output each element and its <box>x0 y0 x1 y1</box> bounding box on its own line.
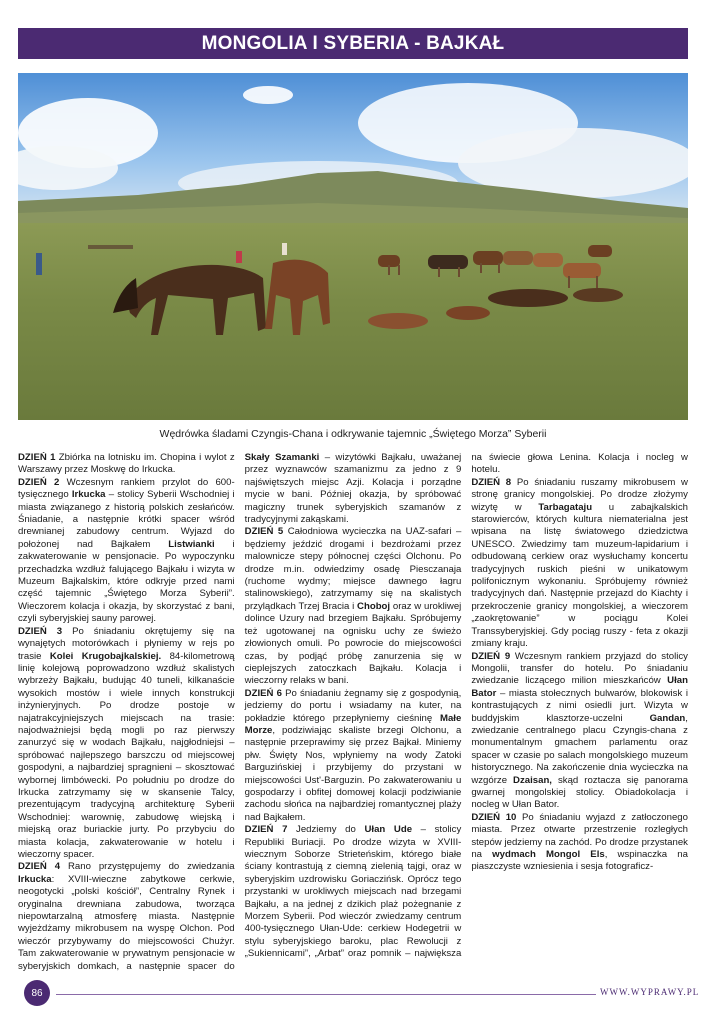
day-text: u zabajkalskich starowierców, których kultura niematerialna jest wpisana na listę światowego dziedzictwa UNESCO. Zwiedzimy tam muzeum-lapidarium i odbudowaną cerkiew oraz wysłuchamy koncertu tradycyjnych ruskich pieśni w unikatowym polifonicznym wykonaniu. Spróbujemy również tradycyjnych dań. Następnie przejazd do Kiachty i przekroczenie granicy mongolskiej, a wieczorem „zaokrętowanie” w pociągu Kolei Transsyberyjskiej. Gdy pociąg ruszy - feta z okazji zmiany kraju. <box>471 501 688 650</box>
day-text: Całodniowa wycieczka na UAZ-safari – będziemy jeździć drogami i bezdrożami przez malownicze stepy północnej części Olchonu. Po drodze m.in. odwiedzimy osadę Piesczanaja (ruchome wydmy; miejsce dawnego łagru stalinowskiego), zatrzymamy się na skalistych przylądkach Trzej Bracia i <box>244 526 462 612</box>
day-text: – stolicy Republiki Buriacji. Po drodze wizyta w XVIII-wiecznym Soborze Strieteńskim, którego białe ściany kontrastują z ciemną zielenią tajgi, oraz w syberyjskim uzdrowisku Goriaczińsk. Oprócz tego przystanki w urokliwych miejscach nad brzegami Bajkału, a na jednej z dzikich plaż pożegnanie z Morzem Syberii. Pod wieczór zwiedzamy centrum 400-tysięcznego Ułan-Ude: cerkiew Hodegetrii w stylu syberyjskiego baroku, plac Rewolucji z „Sukiennicami”, „Arbat” oraz pomnik – największa na świecie głowa Lenina. Kolacja i nocleg w hotelu. <box>244 452 688 960</box>
place-name: wydmach Mongol Els <box>492 849 605 860</box>
day-text: Wczesnym rankiem przyjazd do stolicy Mongolii, transfer do hotelu. Po śniadaniu zwiedzanie liczącego milion mieszkańców <box>471 650 688 687</box>
website-url: WWW.WYPRAWY.PL <box>600 987 700 997</box>
day-label: DZIEŃ 2 <box>18 476 60 488</box>
place-name: Choboj <box>357 600 391 612</box>
day-label: DZIEŃ 6 <box>244 687 282 699</box>
day-text: Po śniadaniu wyjazd z zatłoczonego miasta. Przez otwarte przestrzenie rozległych stepów jedziemy na zachód. Po drodze przystanek na <box>471 811 688 860</box>
day-label: DZIEŃ 1 <box>18 452 56 463</box>
day-paragraph <box>18 477 235 626</box>
place-name: Małe Morze <box>244 712 462 736</box>
day-paragraph <box>471 477 688 651</box>
day-text: Rano przystępujemy do zwiedzania <box>60 861 235 873</box>
itinerary-text <box>18 452 688 977</box>
day-paragraph <box>18 452 235 477</box>
day-text: – wizytówki Bajkału, uważanej przez wyznawców szamanizmu za jedno z 9 najświętszych miejsc Azji. Kolacja i porządne mycie w bani. Później okazja, by spróbować magiczny trunek syberyjskich szamanów z tradycyjnymi zakąskami. <box>244 452 462 526</box>
day-paragraph <box>245 526 462 687</box>
place-name: Dzaisan, <box>513 774 552 786</box>
day-text: , zwiedzanie centralnego placu Czyngis-chana z monumentalnym gmachem parlamentu oraz spacer w czasie po salach mongolskiego muzeum historycznego. Na zakończenie dnia wycieczka na wzgórze <box>471 712 688 786</box>
place-name: Ułan Ude <box>364 824 413 836</box>
place-name: Tarbagataju <box>538 501 593 513</box>
place-name: Listwianki <box>168 538 215 550</box>
day-text: Po śniadaniu ruszamy mikrobusem w stronę granicy mongolskiej. Po drodze złożymy wizytę w <box>471 476 688 513</box>
day-text: : XVIII-wieczne zabytkowe cerkwie, neogotycki „polski kościół”, Centralny Rynek i oryginalna drewniana zabudowa, tworząca niepowtarzalną atmosferę miasta. Następnie wyjeżdżamy mikrobusem na wyspę Olchon. Pod wieczór przybywamy do miejscowości Chużyr. Tam zakwaterowanie w prywatnym pensjonacie w syberyjskich domkach, a następnie spacer do <box>18 873 235 972</box>
day-text: , podziwiając skaliste brzegi Olchonu, a następnie przeprawimy się przez Bajkał. Miniemy płw. Święty Nos, wpłyniemy na wody Zatoki Barguzińskiej i przybijemy do przystani w miejscowości Ust'-Barguzin. Po zakwaterowaniu u gospodarzy i obfitej domowej kolacji podziwianie zachodu słońca na najbardziej romantycznej plaży nad Bajkałem. <box>244 724 462 823</box>
day-paragraph <box>471 812 688 874</box>
day-text: 84-kilometrową linię kolejową poprowadzono wzdłuż skalistych wybrzeży Bajkału, budując 40 tuneli, kilkanaście wysokich mostów i wiele innych konstrukcji inżynieryjnych. Po drodze postoje w najatrakcyjniejszych miejscach na trasie: najodważniejsi będą mogli po raz pierwszy zanurzyć się w wodach Bajkału, najgłodniejsi – spróbować najlepszego barszczu od miejscowej gospodyni, a najbardziej spragnieni – skosztować wybornej limbówecki. Po południu po drodze do Irkucka zatrzymamy się w skansenie Talcy, prezentującym tradycyjną architekturę Syberii Wschodniej: warownię, zabudowę wiejską i miejską oraz buriackie jurty. Po przybyciu do miasta kolacja, zakwaterowanie w hotelu i wieczorny spacer. <box>18 650 235 860</box>
day-text: skąd roztacza się panorama gwarnej mongolskiej stolicy. Obiadokolacja i nocleg w Ułan Bator. <box>471 774 688 811</box>
day-text: – stolicy Syberii Wschodniej i miasta związanego z historią polskich zesłańców. Śniadanie, a następnie krótki spacer wśród drewnianej zabudowy centrum. Wyjazd do położonej nad Bajkałem <box>18 489 235 550</box>
day-text: , wspinaczka na piaszczyste wzniesienia i sesja fotograficz- <box>471 849 688 873</box>
day-paragraph <box>471 651 688 812</box>
day-text: Po śniadaniu okrętujemy się na wynajętych motorówkach i płyniemy w rejs po trasie <box>18 625 235 662</box>
day-label: DZIEŃ 5 <box>244 526 284 538</box>
photo-caption: Wędrówka śladami Czyngis-Chana i odkrywanie tajemnic „Świętego Morza” Syberii <box>159 428 547 440</box>
day-label: DZIEŃ 7 <box>244 824 288 836</box>
day-text: Po śniadaniu żegnamy się z gospodynią, jedziemy do portu i wsiadamy na kuter, na pokładzie którego przepłyniemy cieśninę <box>244 687 462 724</box>
day-text: Zbiórka na lotnisku im. Chopina i wylot z Warszawy przez Moskwę do Irkucka. <box>18 452 235 476</box>
day-label: DZIEŃ 8 <box>471 476 512 488</box>
day-text: oraz w urokliwej dolince Uzury nad brzegiem Bajkału. Spróbujemy też ugotowanej na ognisku uchy ze świeżo złowionych omuli. Po powrocie do miejscowości czas, by podjąć próbę zanurzenia się w cieplejszych zatoczkach Bajkału. Kolacja i wieczorny relaks w bani. <box>244 600 462 687</box>
day-paragraph <box>245 688 462 824</box>
place-name: Kolei Krugobajkalskiej. <box>49 650 162 662</box>
day-label: DZIEŃ 10 <box>471 811 517 823</box>
place-name: Skały Szamanki <box>244 452 320 463</box>
day-text: – miasta stołecznych bulwarów, blokowisk i kontrastujących z nimi osiedli jurt. Wizyta w buddyjskim klasztorze-uczelni <box>471 687 688 724</box>
day-label: DZIEŃ 9 <box>471 650 511 662</box>
footer-divider <box>56 994 596 995</box>
day-label: DZIEŃ 4 <box>18 861 61 873</box>
day-text: i zakwaterowanie w pensjonacie. Po wypoczynku przechadzka wzdłuż falującego Bajkału i wizyta w Muzeum Bajkalskim, które odkryje przed nami część tajemnic „Świętego Morza Syberii”. Wieczorem kolacja i okazja, by skorzystać z bani, czyli syberyjskiej sauny parowej. <box>18 538 235 625</box>
place-name: Gandan <box>649 712 686 724</box>
place-name: Irkucka <box>71 489 106 501</box>
day-text: Jedziemy do <box>287 824 365 836</box>
place-name: Ułan Bator <box>471 675 688 699</box>
day-paragraph <box>18 626 235 862</box>
page-number: 86 <box>24 980 50 1006</box>
day-label: DZIEŃ 3 <box>18 625 63 637</box>
place-name: Irkucka <box>18 873 52 885</box>
page-title: MONGOLIA I SYBERIA - BAJKAŁ <box>18 28 688 59</box>
day-text: Wczesnym rankiem przylot do 600-tysięcznego <box>18 476 235 501</box>
steppe-horses-photo <box>18 73 688 420</box>
